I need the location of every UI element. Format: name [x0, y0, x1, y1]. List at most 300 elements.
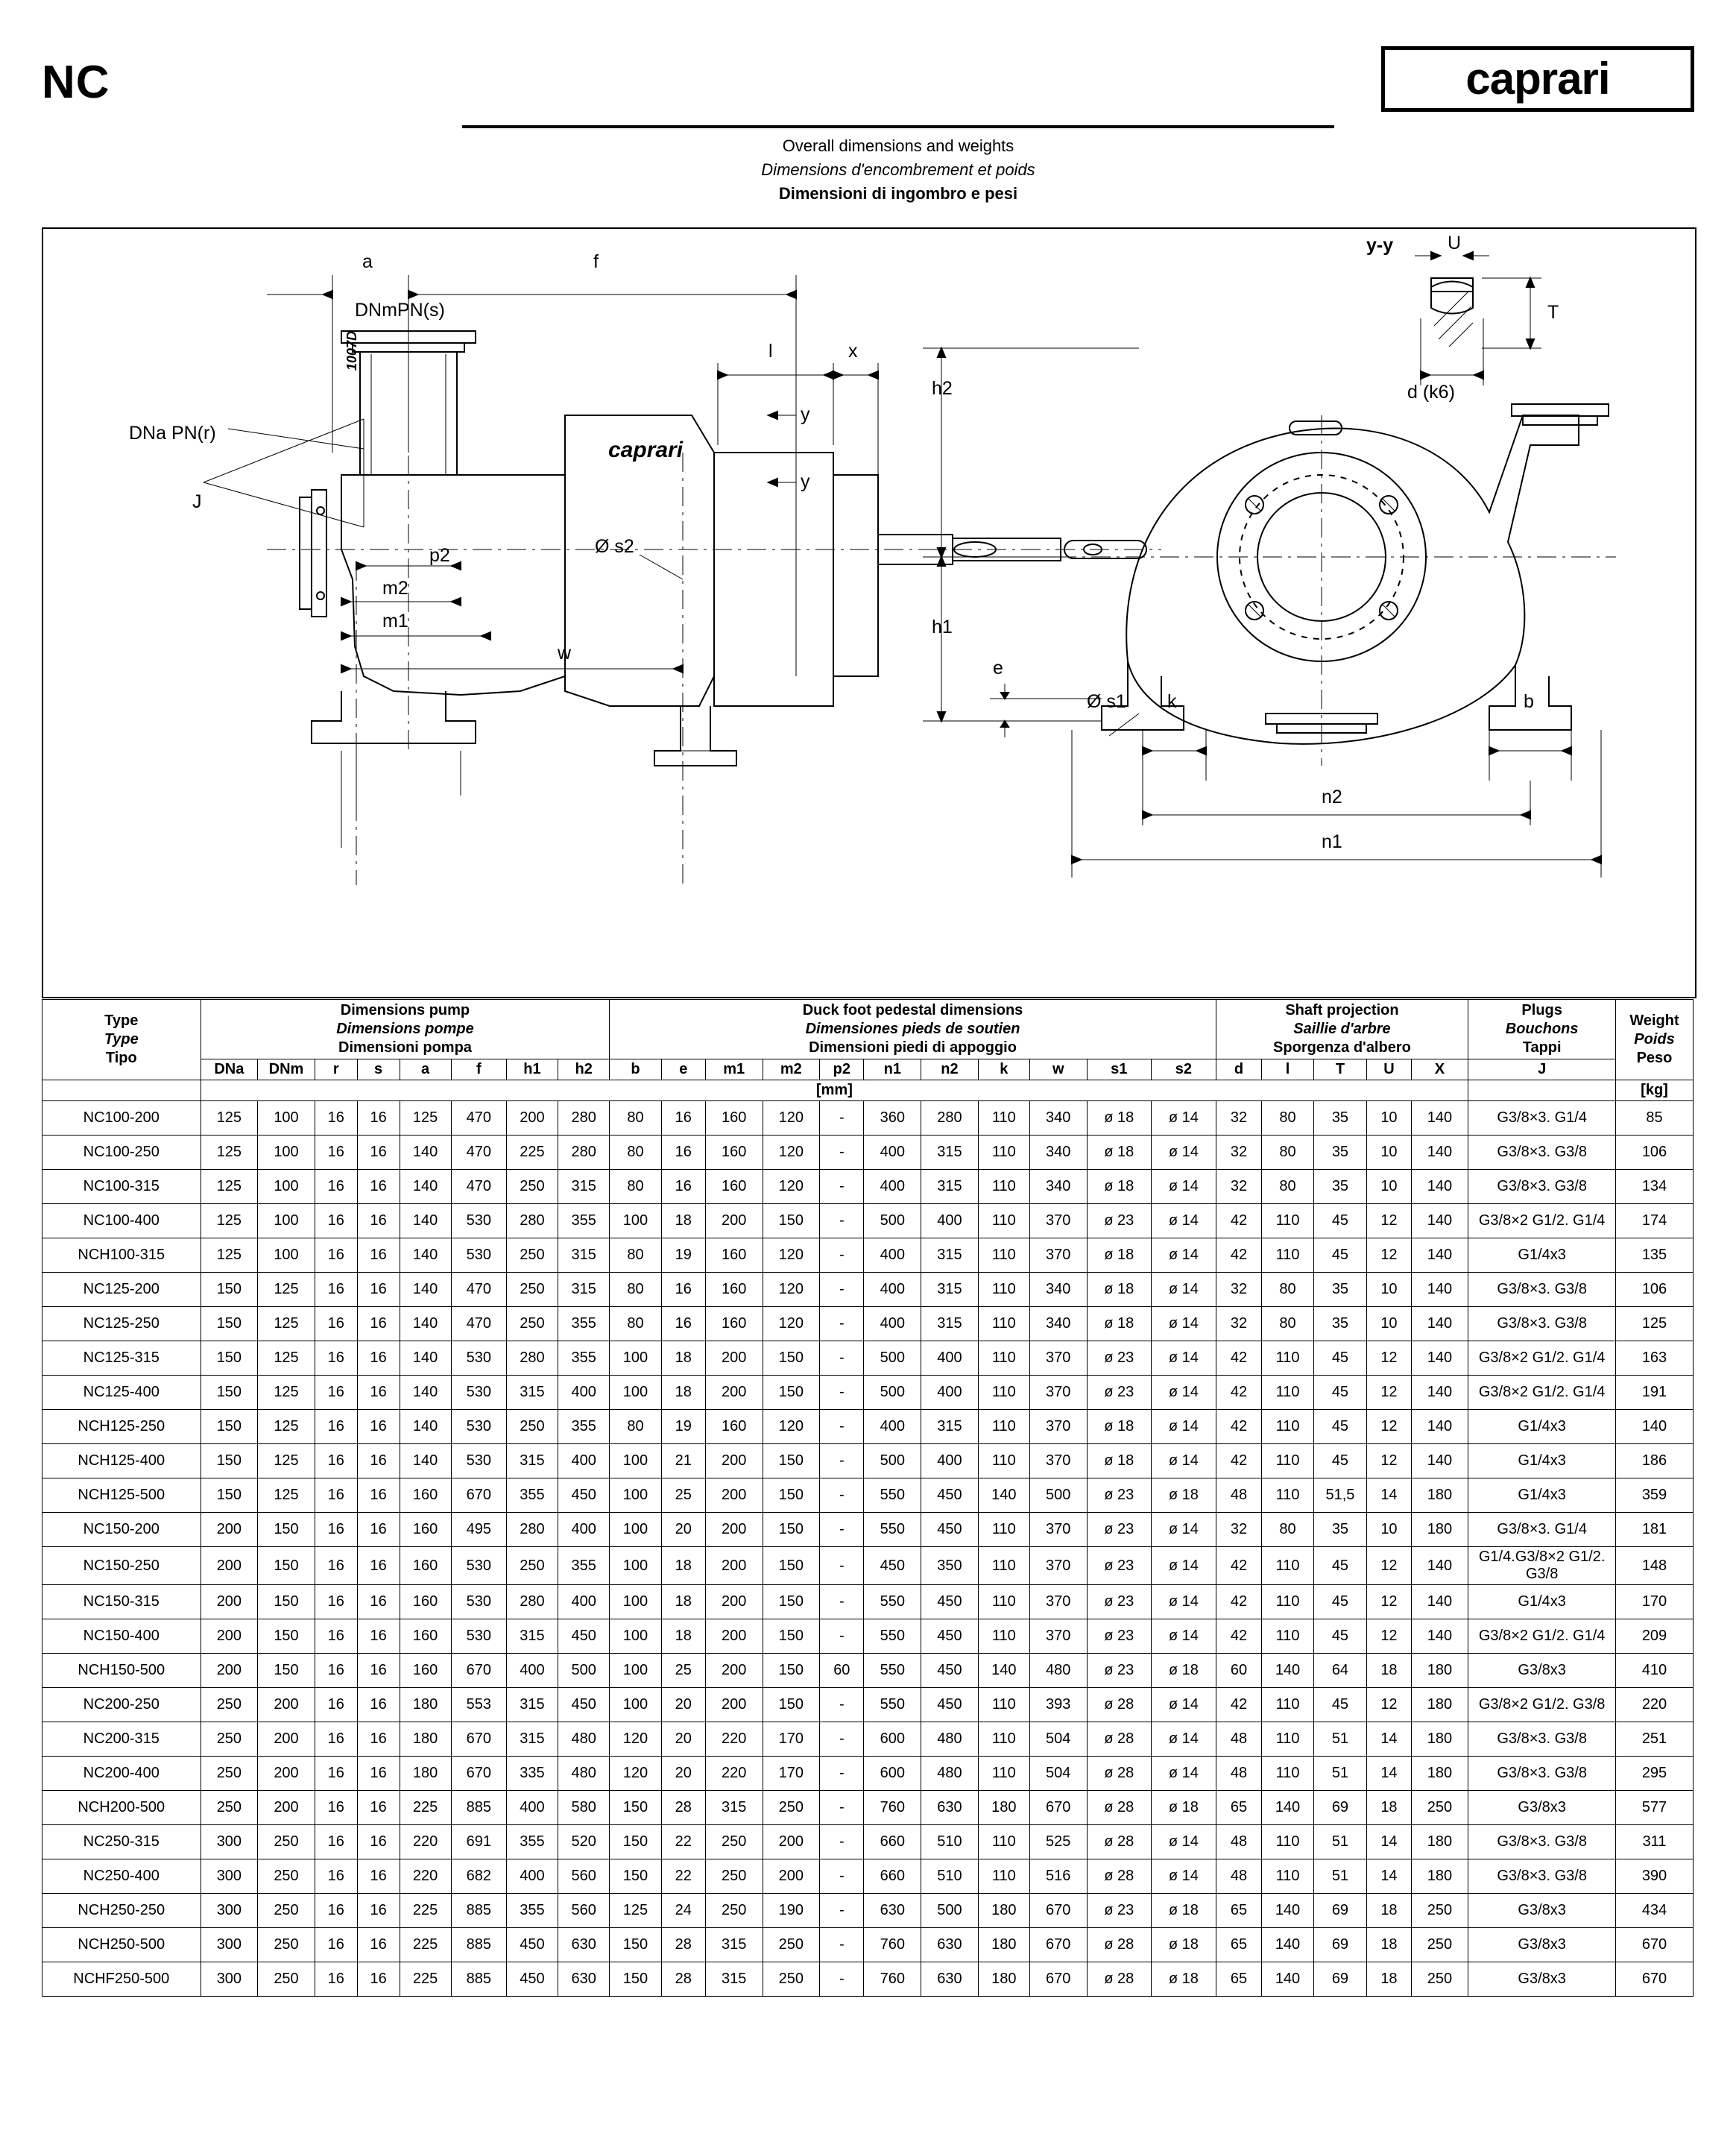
table-row	[42, 1825, 1694, 1859]
cell-s2: ø 18	[1152, 1894, 1216, 1928]
cell-dnm: 200	[258, 1791, 315, 1825]
cell-w: 516	[1029, 1859, 1087, 1894]
cell-d: 32	[1216, 1101, 1262, 1136]
cell-x: 140	[1411, 1619, 1468, 1654]
cell-type: NCH150-500	[42, 1654, 201, 1688]
cell-dnm: 125	[258, 1444, 315, 1478]
cell-k: 180	[978, 1928, 1029, 1962]
cell-e: 18	[661, 1585, 705, 1619]
cell-s2: ø 14	[1152, 1688, 1216, 1722]
cell-dnm: 200	[258, 1757, 315, 1791]
cell-m1: 315	[705, 1962, 763, 1997]
cell-s1: ø 23	[1087, 1894, 1152, 1928]
cell-e: 24	[661, 1894, 705, 1928]
cell-type: NC150-400	[42, 1619, 201, 1654]
cell-s: 16	[357, 1238, 400, 1273]
cell-u: 12	[1367, 1204, 1411, 1238]
cell-e: 25	[661, 1654, 705, 1688]
cell-dna: 200	[201, 1619, 258, 1654]
cell-w: 504	[1029, 1757, 1087, 1791]
cell-a: 160	[400, 1585, 451, 1619]
cell-m1: 160	[705, 1238, 763, 1273]
cell-x: 250	[1411, 1962, 1468, 1997]
cell-e: 25	[661, 1478, 705, 1513]
column-header-k: k	[978, 1059, 1029, 1080]
cell-t: 45	[1313, 1204, 1367, 1238]
cell-t: 35	[1313, 1513, 1367, 1547]
header-type	[42, 1000, 201, 1080]
column-header-u: U	[1367, 1059, 1411, 1080]
table-row	[42, 1688, 1694, 1722]
cell-m2: 120	[763, 1410, 820, 1444]
label-m1: m1	[382, 611, 408, 632]
cell-x: 140	[1411, 1238, 1468, 1273]
cell-r: 16	[315, 1722, 357, 1757]
cell-type: NCH125-250	[42, 1410, 201, 1444]
cell-n2: 450	[921, 1478, 979, 1513]
cell-r: 16	[315, 1928, 357, 1962]
cell-e: 28	[661, 1962, 705, 1997]
table-row	[42, 1444, 1694, 1478]
cell-m2: 150	[763, 1204, 820, 1238]
column-header-w: w	[1029, 1059, 1087, 1080]
cell-h2: 315	[558, 1238, 610, 1273]
cell-f: 670	[451, 1478, 506, 1513]
page-header	[0, 0, 1736, 203]
cell-m1: 160	[705, 1170, 763, 1204]
cell-s2: ø 14	[1152, 1238, 1216, 1273]
cell-r: 16	[315, 1962, 357, 1997]
cell-e: 20	[661, 1688, 705, 1722]
cell-h1: 280	[506, 1204, 558, 1238]
cell-r: 16	[315, 1513, 357, 1547]
cell-f: 530	[451, 1547, 506, 1585]
caprari-logo	[1381, 46, 1694, 112]
cell-e: 22	[661, 1825, 705, 1859]
cell-d: 42	[1216, 1444, 1262, 1478]
cell-n2: 450	[921, 1513, 979, 1547]
cell-type: NC125-250	[42, 1307, 201, 1341]
cell-h1: 355	[506, 1825, 558, 1859]
cell-dnm: 250	[258, 1928, 315, 1962]
header-group-duckfoot	[610, 1000, 1216, 1059]
cell-s2: ø 14	[1152, 1513, 1216, 1547]
cell-t: 51	[1313, 1722, 1367, 1757]
cell-m2: 150	[763, 1478, 820, 1513]
cell-b: 80	[610, 1238, 661, 1273]
cell-n2: 630	[921, 1791, 979, 1825]
table-row	[42, 1894, 1694, 1928]
cell-k: 110	[978, 1273, 1029, 1307]
cell-dnm: 250	[258, 1962, 315, 1997]
label-U: U	[1448, 233, 1462, 253]
cell-a: 140	[400, 1410, 451, 1444]
cell-type: NC100-315	[42, 1170, 201, 1204]
cell-l: 80	[1262, 1513, 1313, 1547]
cell-p2: -	[820, 1928, 864, 1962]
cell-h1: 450	[506, 1962, 558, 1997]
cell-r: 16	[315, 1859, 357, 1894]
cell-e: 20	[661, 1757, 705, 1791]
table-row	[42, 1513, 1694, 1547]
cell-s1: ø 28	[1087, 1962, 1152, 1997]
cell-t: 51	[1313, 1825, 1367, 1859]
cell-p2: -	[820, 1722, 864, 1757]
cell-h2: 560	[558, 1859, 610, 1894]
cell-s1: ø 28	[1087, 1825, 1152, 1859]
cell-s2: ø 18	[1152, 1478, 1216, 1513]
cell-s: 16	[357, 1619, 400, 1654]
cell-m1: 160	[705, 1410, 763, 1444]
cell-k: 110	[978, 1410, 1029, 1444]
pump-drawing-svg	[43, 229, 1692, 994]
header-duck-fr: Dimensiones pieds de soutien	[805, 1021, 1020, 1037]
table-row	[42, 1101, 1694, 1136]
cell-h2: 400	[558, 1585, 610, 1619]
cell-h2: 450	[558, 1619, 610, 1654]
cell-f: 885	[451, 1791, 506, 1825]
cell-l: 110	[1262, 1619, 1313, 1654]
units-kg: [kg]	[1616, 1080, 1694, 1101]
cell-j: G1/4.G3/8×2 G1/2. G3/8	[1468, 1547, 1616, 1585]
cell-x: 140	[1411, 1585, 1468, 1619]
cell-s: 16	[357, 1444, 400, 1478]
units-blank-2	[1468, 1080, 1616, 1101]
column-header-a: a	[400, 1059, 451, 1080]
cell-j: G3/8×2 G1/2. G1/4	[1468, 1376, 1616, 1410]
header-shaft-fr: Saillie d'arbre	[1293, 1021, 1391, 1037]
cell-n1: 660	[864, 1825, 921, 1859]
cell-l: 140	[1262, 1894, 1313, 1928]
cell-dna: 200	[201, 1654, 258, 1688]
column-header-row	[42, 1059, 1694, 1080]
cell-a: 160	[400, 1513, 451, 1547]
cell-h1: 335	[506, 1757, 558, 1791]
cell-r: 16	[315, 1688, 357, 1722]
cell-type: NCH250-250	[42, 1894, 201, 1928]
cell-k: 110	[978, 1547, 1029, 1585]
cell-m2: 150	[763, 1619, 820, 1654]
cell-b: 100	[610, 1619, 661, 1654]
cell-h1: 200	[506, 1101, 558, 1136]
cell-a: 140	[400, 1136, 451, 1170]
cell-w: 340	[1029, 1307, 1087, 1341]
cell-m2: 120	[763, 1307, 820, 1341]
cell-n2: 500	[921, 1894, 979, 1928]
cell-type: NC100-250	[42, 1136, 201, 1170]
cell-p2: -	[820, 1273, 864, 1307]
table-row	[42, 1307, 1694, 1341]
cell-j: G3/8×2 G1/2. G3/8	[1468, 1688, 1616, 1722]
cell-weight: 191	[1616, 1376, 1694, 1410]
header-pump-it: Dimensioni pompa	[338, 1039, 472, 1056]
cell-n1: 600	[864, 1757, 921, 1791]
cell-s: 16	[357, 1585, 400, 1619]
cell-x: 250	[1411, 1894, 1468, 1928]
cell-k: 110	[978, 1136, 1029, 1170]
cell-j: G1/4x3	[1468, 1478, 1616, 1513]
cell-h1: 315	[506, 1688, 558, 1722]
cell-weight: 106	[1616, 1273, 1694, 1307]
cell-m2: 150	[763, 1513, 820, 1547]
column-header-dnm: DNm	[258, 1059, 315, 1080]
cell-t: 51	[1313, 1757, 1367, 1791]
cell-l: 110	[1262, 1238, 1313, 1273]
cell-h1: 355	[506, 1478, 558, 1513]
cell-s2: ø 14	[1152, 1859, 1216, 1894]
cell-l: 110	[1262, 1547, 1313, 1585]
cell-type: NC150-200	[42, 1513, 201, 1547]
cell-n1: 400	[864, 1238, 921, 1273]
cell-s2: ø 18	[1152, 1791, 1216, 1825]
cell-s1: ø 18	[1087, 1136, 1152, 1170]
cell-p2: -	[820, 1307, 864, 1341]
cell-h1: 250	[506, 1547, 558, 1585]
cell-e: 21	[661, 1444, 705, 1478]
cell-r: 16	[315, 1757, 357, 1791]
cell-h1: 250	[506, 1410, 558, 1444]
cell-h2: 400	[558, 1513, 610, 1547]
cell-weight: 390	[1616, 1859, 1694, 1894]
cell-dna: 200	[201, 1585, 258, 1619]
cell-b: 150	[610, 1825, 661, 1859]
cell-s1: ø 18	[1087, 1273, 1152, 1307]
cell-s: 16	[357, 1962, 400, 1997]
cell-b: 100	[610, 1341, 661, 1376]
cell-n1: 600	[864, 1722, 921, 1757]
cell-l: 140	[1262, 1654, 1313, 1688]
cell-p2: -	[820, 1757, 864, 1791]
cell-f: 470	[451, 1136, 506, 1170]
label-n1: n1	[1322, 831, 1342, 852]
cell-f: 530	[451, 1619, 506, 1654]
cell-w: 370	[1029, 1513, 1087, 1547]
cell-r: 16	[315, 1478, 357, 1513]
cell-k: 110	[978, 1825, 1029, 1859]
cell-f: 530	[451, 1204, 506, 1238]
column-header-f: f	[451, 1059, 506, 1080]
cell-u: 14	[1367, 1757, 1411, 1791]
cell-s2: ø 14	[1152, 1136, 1216, 1170]
cell-l: 110	[1262, 1825, 1313, 1859]
cell-l: 80	[1262, 1307, 1313, 1341]
cell-w: 340	[1029, 1273, 1087, 1307]
cell-e: 18	[661, 1204, 705, 1238]
cell-m1: 160	[705, 1101, 763, 1136]
label-l: l	[768, 341, 773, 362]
cell-m2: 170	[763, 1757, 820, 1791]
header-group-weight	[1616, 1000, 1694, 1080]
series-code: NC	[42, 57, 110, 108]
cell-type: NC125-315	[42, 1341, 201, 1376]
cell-s: 16	[357, 1410, 400, 1444]
cell-l: 140	[1262, 1962, 1313, 1997]
cell-b: 100	[610, 1444, 661, 1478]
cell-a: 225	[400, 1894, 451, 1928]
cell-s1: ø 18	[1087, 1170, 1152, 1204]
cell-t: 64	[1313, 1654, 1367, 1688]
cell-w: 670	[1029, 1894, 1087, 1928]
title-en: Overall dimensions and weights	[782, 136, 1014, 155]
cell-x: 180	[1411, 1825, 1468, 1859]
cell-t: 69	[1313, 1962, 1367, 1997]
cell-m1: 200	[705, 1513, 763, 1547]
cell-dna: 300	[201, 1894, 258, 1928]
cell-h1: 280	[506, 1513, 558, 1547]
cell-h1: 250	[506, 1170, 558, 1204]
cell-s: 16	[357, 1341, 400, 1376]
cell-e: 28	[661, 1928, 705, 1962]
cell-x: 140	[1411, 1376, 1468, 1410]
cell-h2: 315	[558, 1170, 610, 1204]
cell-dna: 250	[201, 1791, 258, 1825]
cell-n1: 400	[864, 1273, 921, 1307]
cell-m2: 190	[763, 1894, 820, 1928]
cell-p2: -	[820, 1478, 864, 1513]
cell-e: 18	[661, 1376, 705, 1410]
cell-s: 16	[357, 1654, 400, 1688]
cell-l: 110	[1262, 1478, 1313, 1513]
cell-t: 45	[1313, 1585, 1367, 1619]
cell-n2: 450	[921, 1585, 979, 1619]
cell-b: 150	[610, 1962, 661, 1997]
cell-s1: ø 23	[1087, 1341, 1152, 1376]
cell-x: 140	[1411, 1136, 1468, 1170]
cell-h1: 450	[506, 1928, 558, 1962]
cell-weight: 577	[1616, 1791, 1694, 1825]
cell-s: 16	[357, 1825, 400, 1859]
label-caprari-body: caprari	[608, 438, 684, 462]
cell-type: NCH125-500	[42, 1478, 201, 1513]
cell-x: 140	[1411, 1204, 1468, 1238]
cell-b: 120	[610, 1757, 661, 1791]
label-dna-pn-r: DNa PN(r)	[129, 423, 216, 444]
cell-m1: 160	[705, 1136, 763, 1170]
cell-a: 140	[400, 1170, 451, 1204]
cell-dna: 125	[201, 1101, 258, 1136]
column-header-x: X	[1411, 1059, 1468, 1080]
cell-dnm: 150	[258, 1654, 315, 1688]
cell-p2: -	[820, 1791, 864, 1825]
table-row	[42, 1791, 1694, 1825]
cell-e: 19	[661, 1238, 705, 1273]
cell-m2: 250	[763, 1791, 820, 1825]
cell-type: NC100-200	[42, 1101, 201, 1136]
column-header-m1: m1	[705, 1059, 763, 1080]
cell-a: 140	[400, 1307, 451, 1341]
cell-e: 18	[661, 1547, 705, 1585]
cell-e: 20	[661, 1722, 705, 1757]
cell-s1: ø 18	[1087, 1410, 1152, 1444]
cell-j: G3/8x3	[1468, 1654, 1616, 1688]
cell-n2: 510	[921, 1825, 979, 1859]
cell-n2: 315	[921, 1273, 979, 1307]
cell-f: 470	[451, 1307, 506, 1341]
cell-h1: 315	[506, 1722, 558, 1757]
cell-r: 16	[315, 1444, 357, 1478]
cell-s: 16	[357, 1307, 400, 1341]
cell-p2: -	[820, 1136, 864, 1170]
table-row	[42, 1136, 1694, 1170]
cell-f: 691	[451, 1825, 506, 1859]
cell-x: 140	[1411, 1273, 1468, 1307]
cell-s2: ø 14	[1152, 1204, 1216, 1238]
cell-n1: 550	[864, 1619, 921, 1654]
column-header-d: d	[1216, 1059, 1262, 1080]
cell-k: 180	[978, 1791, 1029, 1825]
cell-b: 100	[610, 1478, 661, 1513]
cell-n1: 630	[864, 1894, 921, 1928]
cell-r: 16	[315, 1101, 357, 1136]
cell-s1: ø 23	[1087, 1376, 1152, 1410]
cell-a: 140	[400, 1273, 451, 1307]
cell-x: 140	[1411, 1307, 1468, 1341]
cell-s: 16	[357, 1791, 400, 1825]
cell-h2: 480	[558, 1722, 610, 1757]
cell-f: 495	[451, 1513, 506, 1547]
label-y-bottom: y	[801, 471, 810, 492]
cell-p2: -	[820, 1894, 864, 1928]
cell-a: 140	[400, 1444, 451, 1478]
cell-s1: ø 28	[1087, 1791, 1152, 1825]
cell-m1: 200	[705, 1444, 763, 1478]
cell-n2: 315	[921, 1170, 979, 1204]
cell-k: 110	[978, 1688, 1029, 1722]
cell-f: 470	[451, 1101, 506, 1136]
header-duck-it: Dimensioni piedi di appoggio	[809, 1039, 1017, 1056]
cell-r: 16	[315, 1204, 357, 1238]
cell-dnm: 200	[258, 1722, 315, 1757]
cell-k: 140	[978, 1478, 1029, 1513]
cell-w: 670	[1029, 1962, 1087, 1997]
cell-b: 80	[610, 1410, 661, 1444]
cell-w: 525	[1029, 1825, 1087, 1859]
cell-p2: -	[820, 1204, 864, 1238]
cell-s2: ø 14	[1152, 1307, 1216, 1341]
cell-j: G3/8×2 G1/2. G1/4	[1468, 1341, 1616, 1376]
cell-t: 45	[1313, 1619, 1367, 1654]
cell-dnm: 150	[258, 1619, 315, 1654]
cell-j: G3/8×3. G3/8	[1468, 1136, 1616, 1170]
cell-e: 22	[661, 1859, 705, 1894]
cell-dnm: 125	[258, 1410, 315, 1444]
cell-b: 100	[610, 1204, 661, 1238]
cell-h1: 400	[506, 1859, 558, 1894]
table-body	[42, 1101, 1694, 1997]
cell-u: 10	[1367, 1170, 1411, 1204]
table-row	[42, 1962, 1694, 1997]
cell-n1: 500	[864, 1341, 921, 1376]
label-h1: h1	[932, 617, 953, 637]
cell-d: 48	[1216, 1722, 1262, 1757]
cell-weight: 434	[1616, 1894, 1694, 1928]
pump-drawing	[43, 229, 1695, 997]
cell-m1: 200	[705, 1376, 763, 1410]
cell-dnm: 100	[258, 1170, 315, 1204]
cell-u: 14	[1367, 1859, 1411, 1894]
cell-k: 110	[978, 1101, 1029, 1136]
label-s2: Ø s2	[595, 536, 634, 557]
cell-w: 504	[1029, 1722, 1087, 1757]
cell-u: 12	[1367, 1619, 1411, 1654]
column-header-n2: n2	[921, 1059, 979, 1080]
cell-s: 16	[357, 1273, 400, 1307]
cell-b: 100	[610, 1585, 661, 1619]
cell-u: 18	[1367, 1962, 1411, 1997]
cell-m1: 220	[705, 1757, 763, 1791]
cell-s: 16	[357, 1757, 400, 1791]
cell-s: 16	[357, 1170, 400, 1204]
